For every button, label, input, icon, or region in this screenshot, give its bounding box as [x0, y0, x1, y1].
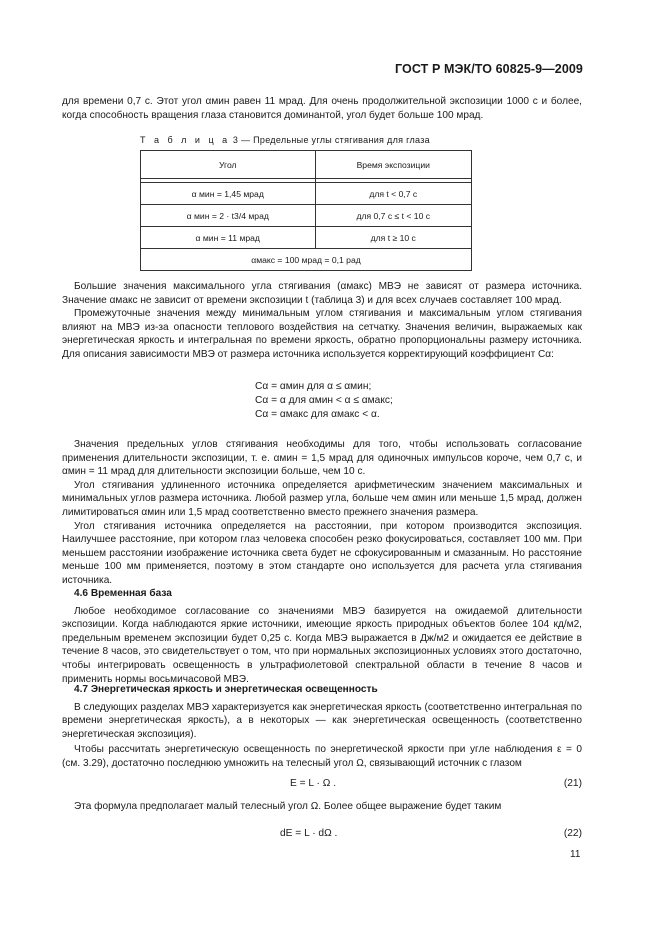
equation-text: dE = L · dΩ .: [280, 828, 338, 839]
time-cell: для t ≥ 10 с: [315, 227, 471, 249]
time-cell: для 0,7 с ≤ t < 10 с: [315, 205, 471, 227]
paragraph: Угол стягивания удлиненного источника определяется арифметическим значением максимальных и минимальных углов размера источника. Любой размер угла, больше чем αмин или меньше 1,5 мрад, должен лимитироваться αмин или 1,5 мрад соответственно вместо прежнего значения размера.: [62, 479, 582, 518]
section-4-6: [62, 587, 582, 686]
table-row: [141, 205, 472, 227]
section-text: Чтобы рассчитать энергетическую освещенность по энергетической яркости при угле наблюдения ε = 0 (см. 3.29), достаточно последнюю умножить на телесный угол Ω, связывающий источник с глазом: [62, 744, 582, 769]
table-header-row: [141, 151, 472, 179]
table-caption-prefix: Т а б л и ц а: [140, 135, 231, 145]
formula-line: Cα = αмакс для αмакс < α.: [255, 409, 380, 420]
correction-factor-formulas: [255, 380, 393, 422]
subtense-angle-table: [140, 150, 472, 271]
intro-text: для времени 0,7 с. Этот угол αмин равен 11 мрад. Для очень продолжительной экспозиции 1000 с и более, когда способность вращения глаза становится доминантой, угол будет больше 100 мрад.: [62, 96, 582, 121]
paragraph: Большие значения максимального угла стягивания (αмакс) МВЭ не зависят от размера источника. Значение αмакс не зависит от времени экспозиции t (таблица 3) и для всех случаев составляет 100 мрад.: [62, 281, 582, 306]
paragraph: Угол стягивания источника определяется на расстоянии, при котором производится экспозиция. Наилучшее расстояние, при котором глаз человека способен резко фокусироваться, составляет 100 мм. При меньшем расстоянии изображение источника света будет не сфокусированным и смазанным. Но расстояние меньше 100 мм применяется, поэтому в этом стандарте оно используется для расчета угла стягивания источника.: [62, 520, 582, 586]
time-cell: для t < 0,7 с: [315, 183, 471, 205]
alpha-max-cell: αмакс = 100 мрад = 0,1 рад: [141, 249, 472, 271]
table-row: [141, 183, 472, 205]
page-number: 11: [570, 849, 581, 860]
section-4-7-continued: [62, 800, 582, 814]
intro-paragraph: [62, 95, 582, 122]
angle-cell: α мин = 1,45 мрад: [141, 183, 316, 205]
table-caption: [140, 135, 430, 145]
angle-cell: α мин = 2 · t3/4 мрад: [141, 205, 316, 227]
paragraphs-block-1: [62, 280, 582, 362]
section-text: В следующих разделах МВЭ характеризуется как энергетическая яркость (соответственно интегральная по времени энергетическая яркость), а в некоторых — как энергетическая освещенность (соответственно энергетическая экспозиция).: [62, 701, 582, 740]
formula-line: Cα = α для αмин < α ≤ αмакс;: [255, 395, 393, 406]
equation-number: (21): [563, 778, 582, 789]
section-heading: 4.6 Временная база: [74, 588, 172, 599]
section-text: Любое необходимое согласование со значениями МВЭ базируется на ожидаемой длительности экспозиции. Когда наблюдаются яркие источники, имеющие яркость природных объектов более 104 кд/м2, предельным временем экспозиции будет 0,25 с. Когда МВЭ выражается в Дж/м2 и ожидается ее действие в течение 8 часов, это свидетельствует о том, что при нормальных экспозиционных условиях этого достаточно, чтобы интегрировать освещенность в ультрафиолетовой спектральной области в течение 8 часов и применить нормы восьмичасовой МВЭ.: [62, 605, 582, 685]
paragraph: Значения предельных углов стягивания необходимы для того, чтобы использовать согласование применения длительности экспозиции, т. е. αмин = 1,5 мрад для одиночных импульсов короче, чем 0,7 с, и αмин = 11 мрад для длительности экспозиции больше, чем 10 с.: [62, 439, 582, 478]
section-heading: 4.7 Энергетическая яркость и энергетическая освещенность: [74, 684, 378, 695]
section-4-7: [62, 683, 582, 771]
paragraph: Промежуточные значения между минимальным углом стягивания и максимальным углом стягивания влияют на МВЭ из-за опасности теплового воздействия на сетчатку. Значения величин, выражаемых как энергетическая яркость и интегральная по времени яркость, обратно пропорциональны размеру источника. Для описания зависимости МВЭ от размера источника используется корректирующий коэффициент Cα:: [62, 308, 582, 360]
standard-code-header: ГОСТ Р МЭК/ТО 60825-9—2009: [395, 62, 583, 76]
section-text: Эта формула предполагает малый телесный угол Ω. Более общее выражение будет таким: [74, 801, 502, 812]
column-header-exposure-time: Время экспозиции: [315, 151, 471, 179]
table-row: [141, 227, 472, 249]
equation-text: E = L · Ω .: [290, 778, 337, 789]
angle-cell: α мин = 11 мрад: [141, 227, 316, 249]
equation-number: (22): [563, 828, 582, 839]
paragraphs-block-2: [62, 438, 582, 588]
formula-line: Cα = αмин для α ≤ αмин;: [255, 381, 372, 392]
table-caption-title: 3 — Предельные углы стягивания для глаза: [232, 135, 430, 145]
table-footer-row: [141, 249, 472, 271]
column-header-angle: Угол: [141, 151, 316, 179]
